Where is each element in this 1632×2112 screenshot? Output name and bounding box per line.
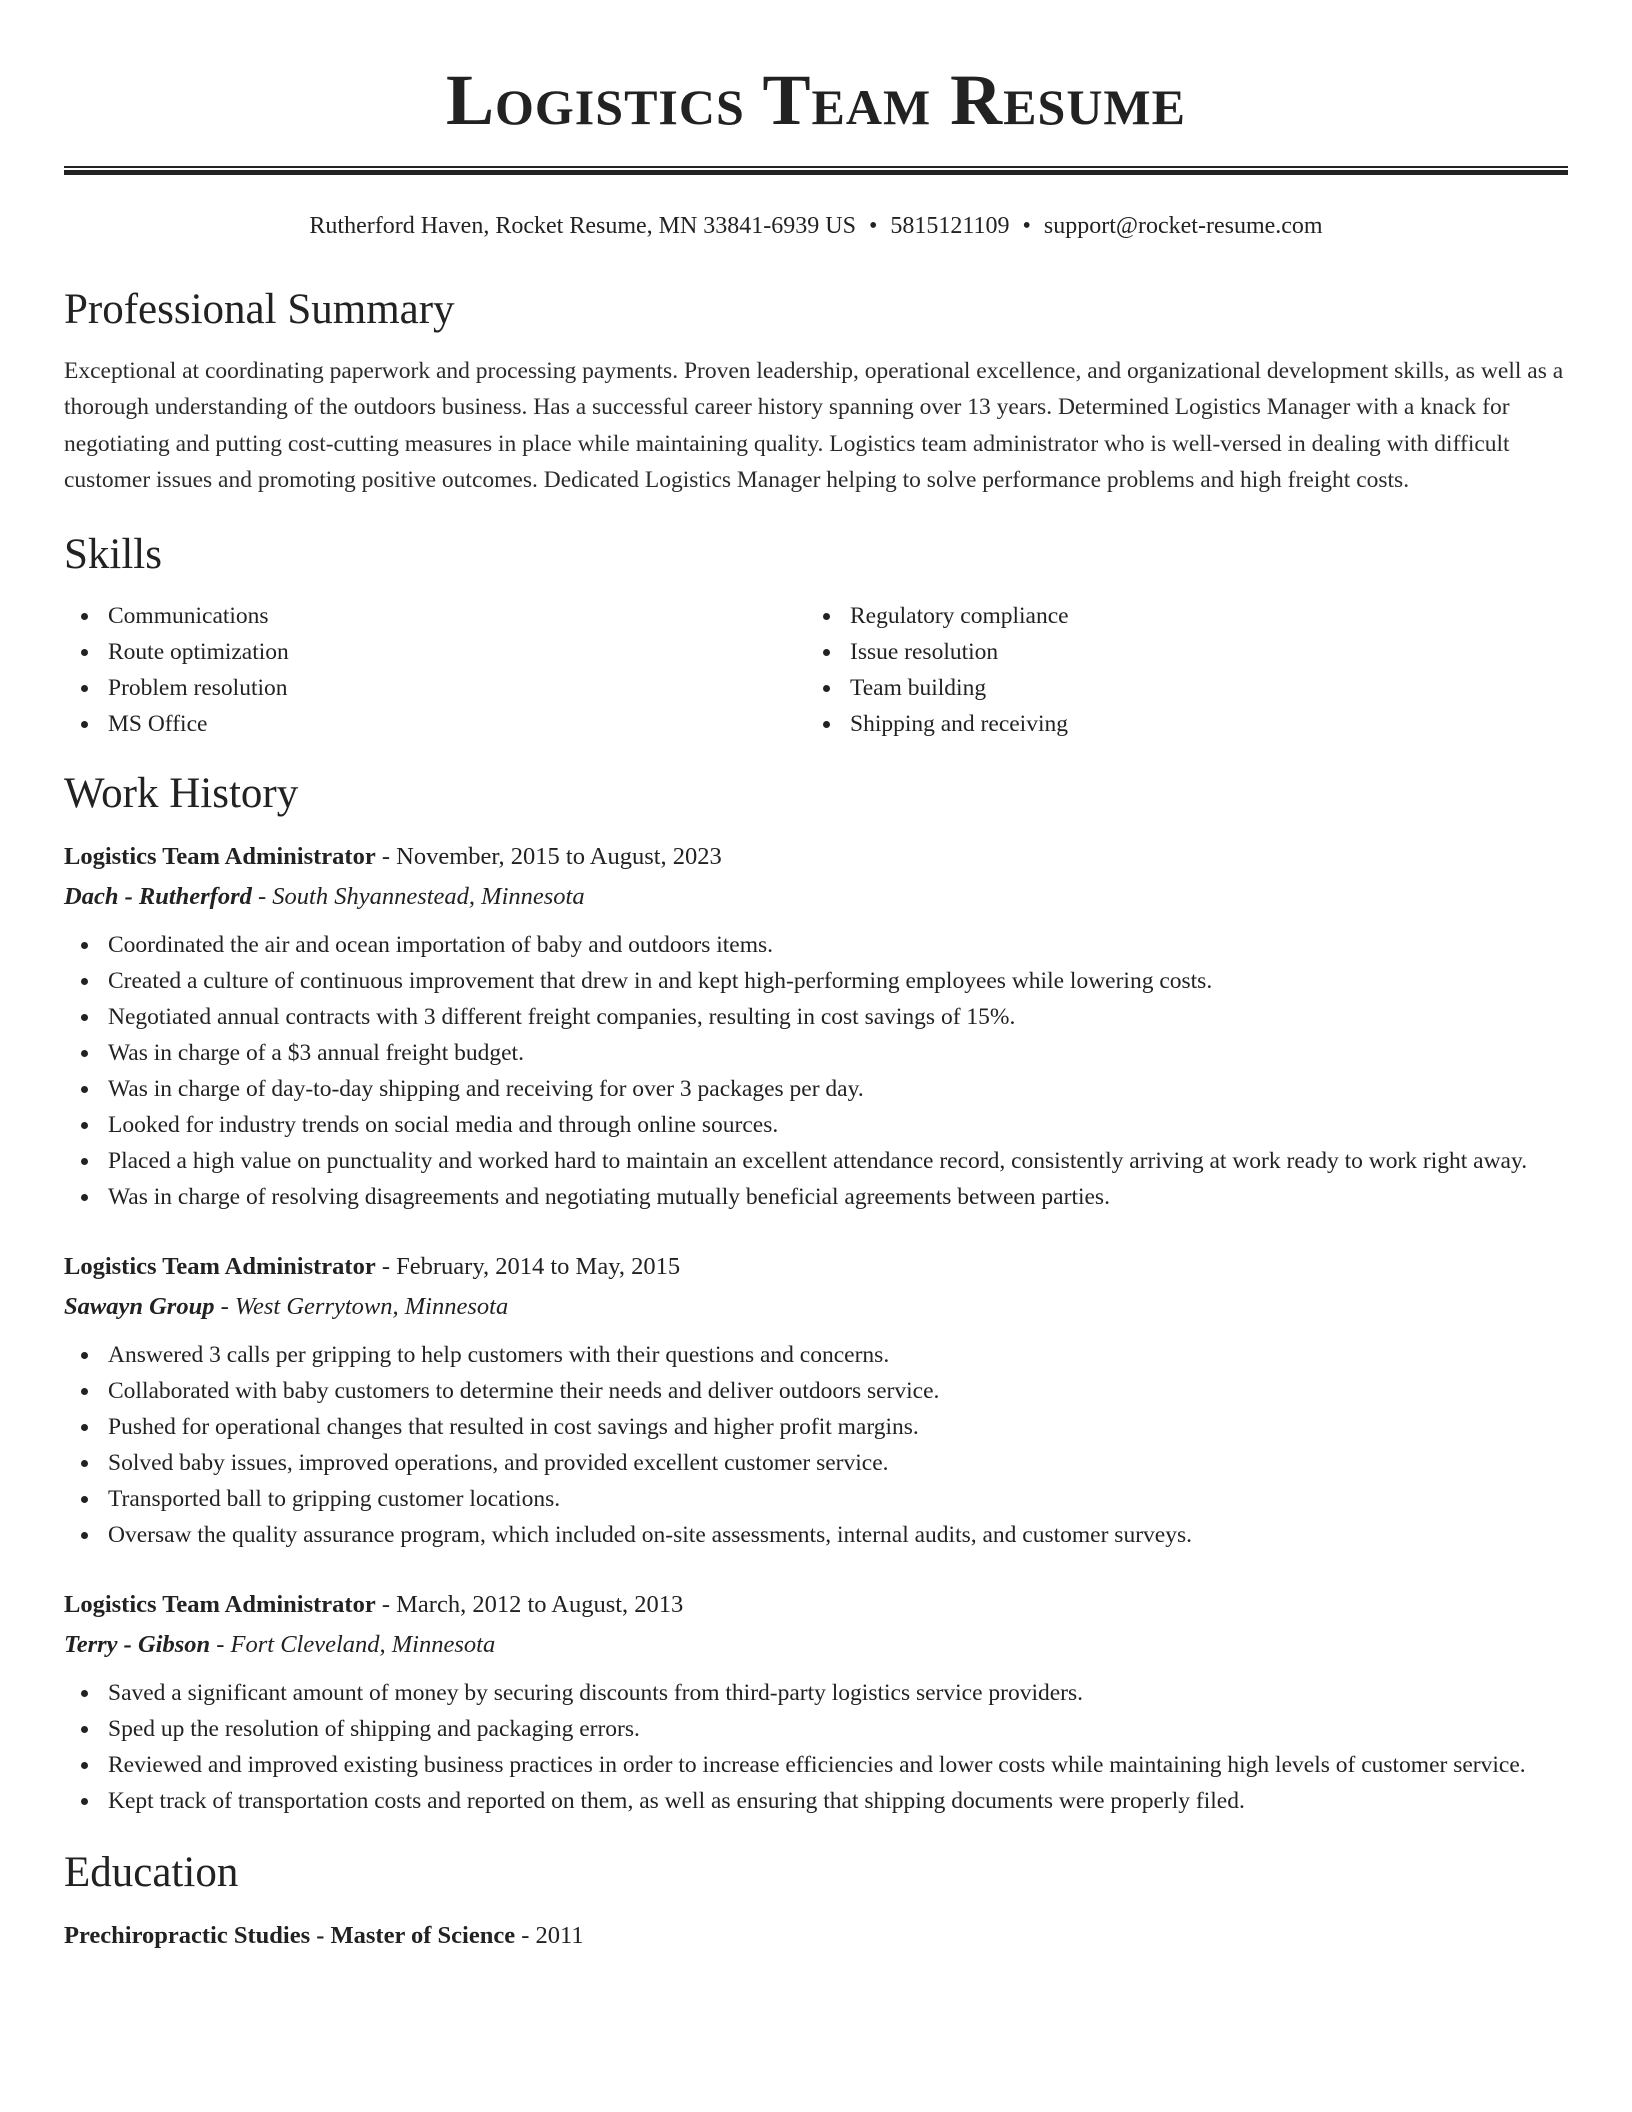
job-bullet: Saved a significant amount of money by securing discounts from third-party logistics service providers. <box>64 1675 1568 1711</box>
professional-summary-section <box>64 285 1568 499</box>
job-bullets <box>64 1337 1568 1553</box>
job-bullet: Pushed for operational changes that resulted in cost savings and higher profit margins. <box>64 1409 1568 1445</box>
contact-email: support@rocket-resume.com <box>1043 213 1323 239</box>
work-history-section <box>64 769 1568 1819</box>
section-heading-education: Education <box>64 1848 239 1896</box>
job-dates: - February, 2014 to May, 2015 <box>375 1252 681 1280</box>
job-bullet: Solved baby issues, improved operations, and provided excellent customer service. <box>64 1445 1568 1481</box>
job-company: Terry - Gibson <box>64 1630 211 1658</box>
job-bullet: Answered 3 calls per gripping to help customers with their questions and concerns. <box>64 1337 1568 1373</box>
job-title-line <box>64 837 1568 877</box>
skills-list-left <box>64 598 806 742</box>
job-title: Logistics Team Administrator <box>64 842 376 870</box>
skills-columns <box>64 598 1568 742</box>
contact-line <box>64 212 1568 241</box>
skill-item: Issue resolution <box>806 634 1548 670</box>
job-company-line <box>64 1625 1568 1665</box>
job-bullet: Sped up the resolution of shipping and packaging errors. <box>64 1711 1568 1747</box>
job-location: - Fort Cleveland, Minnesota <box>210 1630 496 1658</box>
title-divider <box>64 166 1568 175</box>
summary-text: Exceptional at coordinating paperwork and processing payments. Proven leadership, operational excellence, and organizational development skills, as well as a thorough understanding of the outdoors business. Has a successful career history spanning over 13 years. Determined Logistics Manager with a knack for negotiating and putting cost-cutting measures in place while maintaining quality. Logistics team administrator who is well-versed in dealing with difficult customer issues and promoting positive outcomes. Dedicated Logistics Manager helping to solve performance problems and high freight costs. <box>64 357 1564 494</box>
skill-item: MS Office <box>64 706 806 742</box>
job-bullet: Looked for industry trends on social media and through online sources. <box>64 1107 1568 1143</box>
job-entry <box>64 1585 1568 1819</box>
education-year: - 2011 <box>515 1921 584 1949</box>
job-dates: - March, 2012 to August, 2013 <box>375 1590 684 1618</box>
job-bullet: Oversaw the quality assurance program, which included on-site assessments, internal audits, and customer surveys. <box>64 1517 1568 1553</box>
resume-title: Logistics Team Resume <box>446 60 1186 140</box>
job-location: - West Gerrytown, Minnesota <box>214 1292 509 1320</box>
skill-item: Team building <box>806 670 1548 706</box>
section-heading-work: Work History <box>64 769 299 817</box>
job-bullet: Transported ball to gripping customer locations. <box>64 1481 1568 1517</box>
job-company-line <box>64 1287 1568 1327</box>
education-degree: Prechiropractic Studies - Master of Science <box>64 1921 516 1949</box>
job-title: Logistics Team Administrator <box>64 1252 376 1280</box>
job-company: Sawayn Group <box>64 1292 215 1320</box>
job-bullet: Negotiated annual contracts with 3 different freight companies, resulting in cost savings of 15%. <box>64 999 1568 1035</box>
skill-item: Problem resolution <box>64 670 806 706</box>
skill-item: Route optimization <box>64 634 806 670</box>
skills-section <box>64 530 1568 742</box>
skill-item: Communications <box>64 598 806 634</box>
job-bullet: Was in charge of day-to-day shipping and receiving for over 3 packages per day. <box>64 1071 1568 1107</box>
job-company: Dach - Rutherford <box>64 882 252 910</box>
section-heading-summary: Professional Summary <box>64 285 455 333</box>
skills-list-right <box>806 598 1548 742</box>
education-section <box>64 1848 1568 1956</box>
job-entry <box>64 1247 1568 1553</box>
job-bullet: Collaborated with baby customers to determine their needs and deliver outdoors service. <box>64 1373 1568 1409</box>
job-bullet: Reviewed and improved existing business practices in order to increase efficiencies and lower costs while maintaining high levels of customer service. <box>64 1747 1568 1783</box>
education-entry <box>64 1916 1568 1956</box>
job-company-line <box>64 877 1568 917</box>
job-entry <box>64 837 1568 1215</box>
job-location: - South Shyannestead, Minnesota <box>251 882 585 910</box>
job-title-line <box>64 1585 1568 1625</box>
job-title: Logistics Team Administrator <box>64 1590 376 1618</box>
job-bullets <box>64 927 1568 1215</box>
job-bullet: Placed a high value on punctuality and worked hard to maintain an excellent attendance record, consistently arriving at work ready to work right away. <box>64 1143 1568 1179</box>
contact-phone: 5815121109 <box>890 213 1010 239</box>
skill-item: Shipping and receiving <box>806 706 1548 742</box>
job-dates: - November, 2015 to August, 2023 <box>375 842 722 870</box>
job-bullet: Kept track of transportation costs and reported on them, as well as ensuring that shipping documents were properly filed. <box>64 1783 1568 1819</box>
job-bullet: Created a culture of continuous improvement that drew in and kept high-performing employees while lowering costs. <box>64 963 1568 999</box>
skill-item: Regulatory compliance <box>806 598 1548 634</box>
job-title-line <box>64 1247 1568 1287</box>
job-bullet: Was in charge of resolving disagreements and negotiating mutually beneficial agreements between parties. <box>64 1179 1568 1215</box>
job-bullet: Was in charge of a $3 annual freight budget. <box>64 1035 1568 1071</box>
contact-separator: • <box>1022 213 1031 239</box>
section-heading-skills: Skills <box>64 530 162 578</box>
job-bullets <box>64 1675 1568 1819</box>
job-bullet: Coordinated the air and ocean importation of baby and outdoors items. <box>64 927 1568 963</box>
contact-address: Rutherford Haven, Rocket Resume, MN 33841-6939 US <box>309 213 856 239</box>
contact-separator: • <box>868 213 878 239</box>
